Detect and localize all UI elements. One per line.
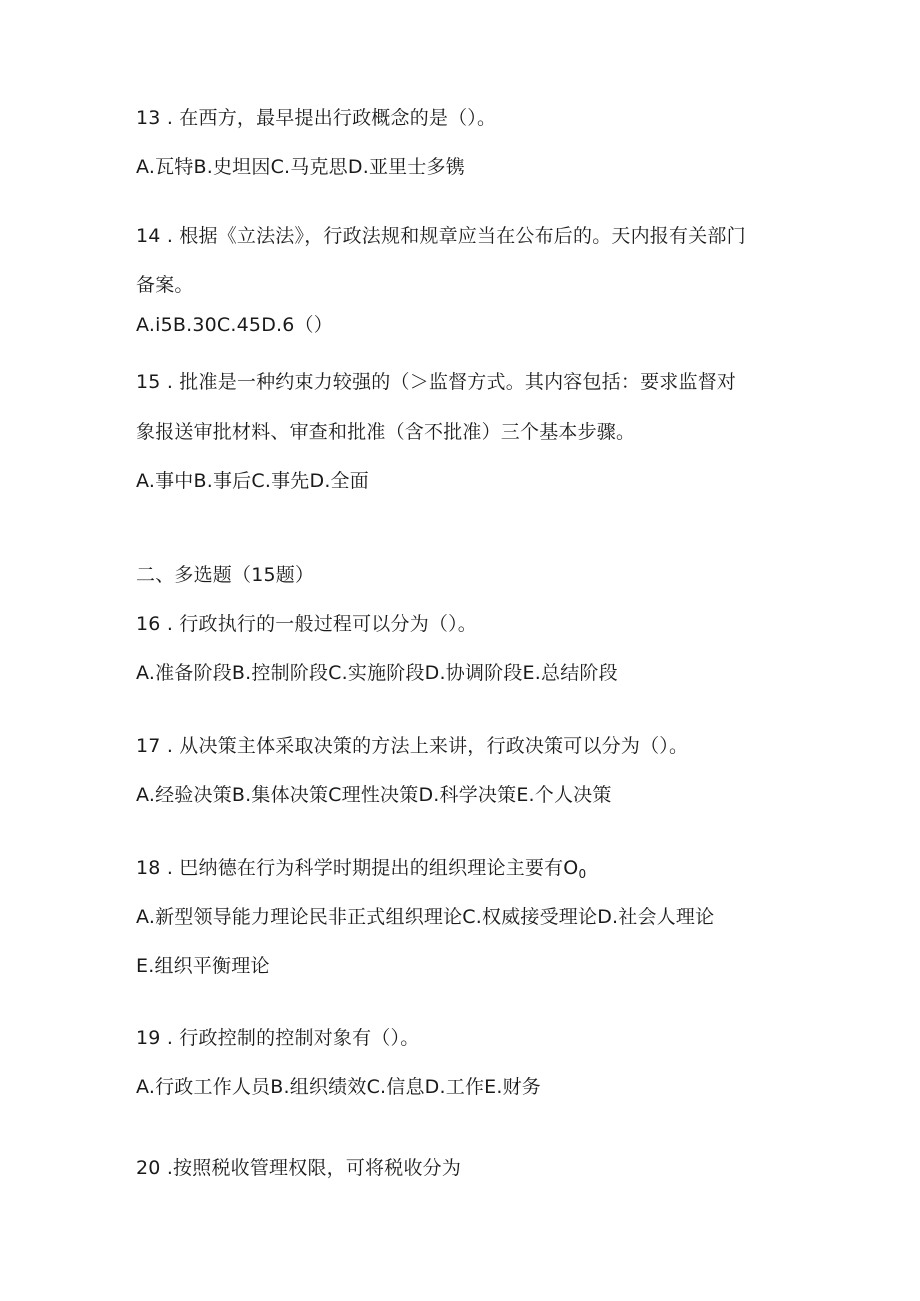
question-19-stem: 19 . 行政控制的控制对象有（）。 xyxy=(136,1027,420,1049)
question-16-options: A.准备阶段B.控制阶段C.实施阶段D.协调阶段E.总结阶段 xyxy=(136,662,618,684)
question-19-options: A.行政工作人员B.组织绩效C.信息D.工作E.财务 xyxy=(136,1076,541,1098)
question-18-stem-row xyxy=(136,856,586,886)
question-13-options: A.瓦特B.史坦因C.马克思D.亚里士多镌 xyxy=(136,156,465,178)
question-15-options: A.事中B.事后C.事先D.全面 xyxy=(136,470,369,492)
question-17-options: A.经验决策B.集体决策C理性决策D.科学决策E.个人决策 xyxy=(136,784,612,806)
question-18-stem: 18 . 巴纳德在行为科学时期提出的组织理论主要有O xyxy=(136,857,579,879)
question-14-stem-line2: 备案。 xyxy=(136,274,194,296)
question-14-options: A.i5B.30C.45D.6（） xyxy=(136,314,333,336)
section-heading-multiple-choice: 二、多选题（15题） xyxy=(136,564,315,586)
question-18-subscript: 0 xyxy=(578,867,587,881)
question-15-stem-line2: 象报送审批材料、审查和批准（含不批准）三个基本步骤。 xyxy=(136,421,636,443)
question-16-stem: 16 . 行政执行的一般过程可以分为（）。 xyxy=(136,613,477,635)
question-18-options-line1: A.新型领导能力理论民非正式组织理论C.权威接受理论D.社会人理论 xyxy=(136,906,715,928)
question-17-stem: 17 . 从决策主体采取决策的方法上来讲，行政决策可以分为（）。 xyxy=(136,735,689,757)
question-14-stem-line1: 14 . 根据《立法法》，行政法规和规章应当在公布后的。天内报有关部门 xyxy=(136,225,746,247)
question-18-options-line2: E.组织平衡理论 xyxy=(136,955,270,977)
question-20-stem: 20 .按照税收管理权限，可将税收分为 xyxy=(136,1157,462,1179)
question-15-stem-line1: 15 . 批准是一种约束力较强的（＞监督方式。其内容包括：要求监督对 xyxy=(136,371,737,393)
question-13-stem: 13 . 在西方，最早提出行政概念的是（）。 xyxy=(136,107,497,129)
